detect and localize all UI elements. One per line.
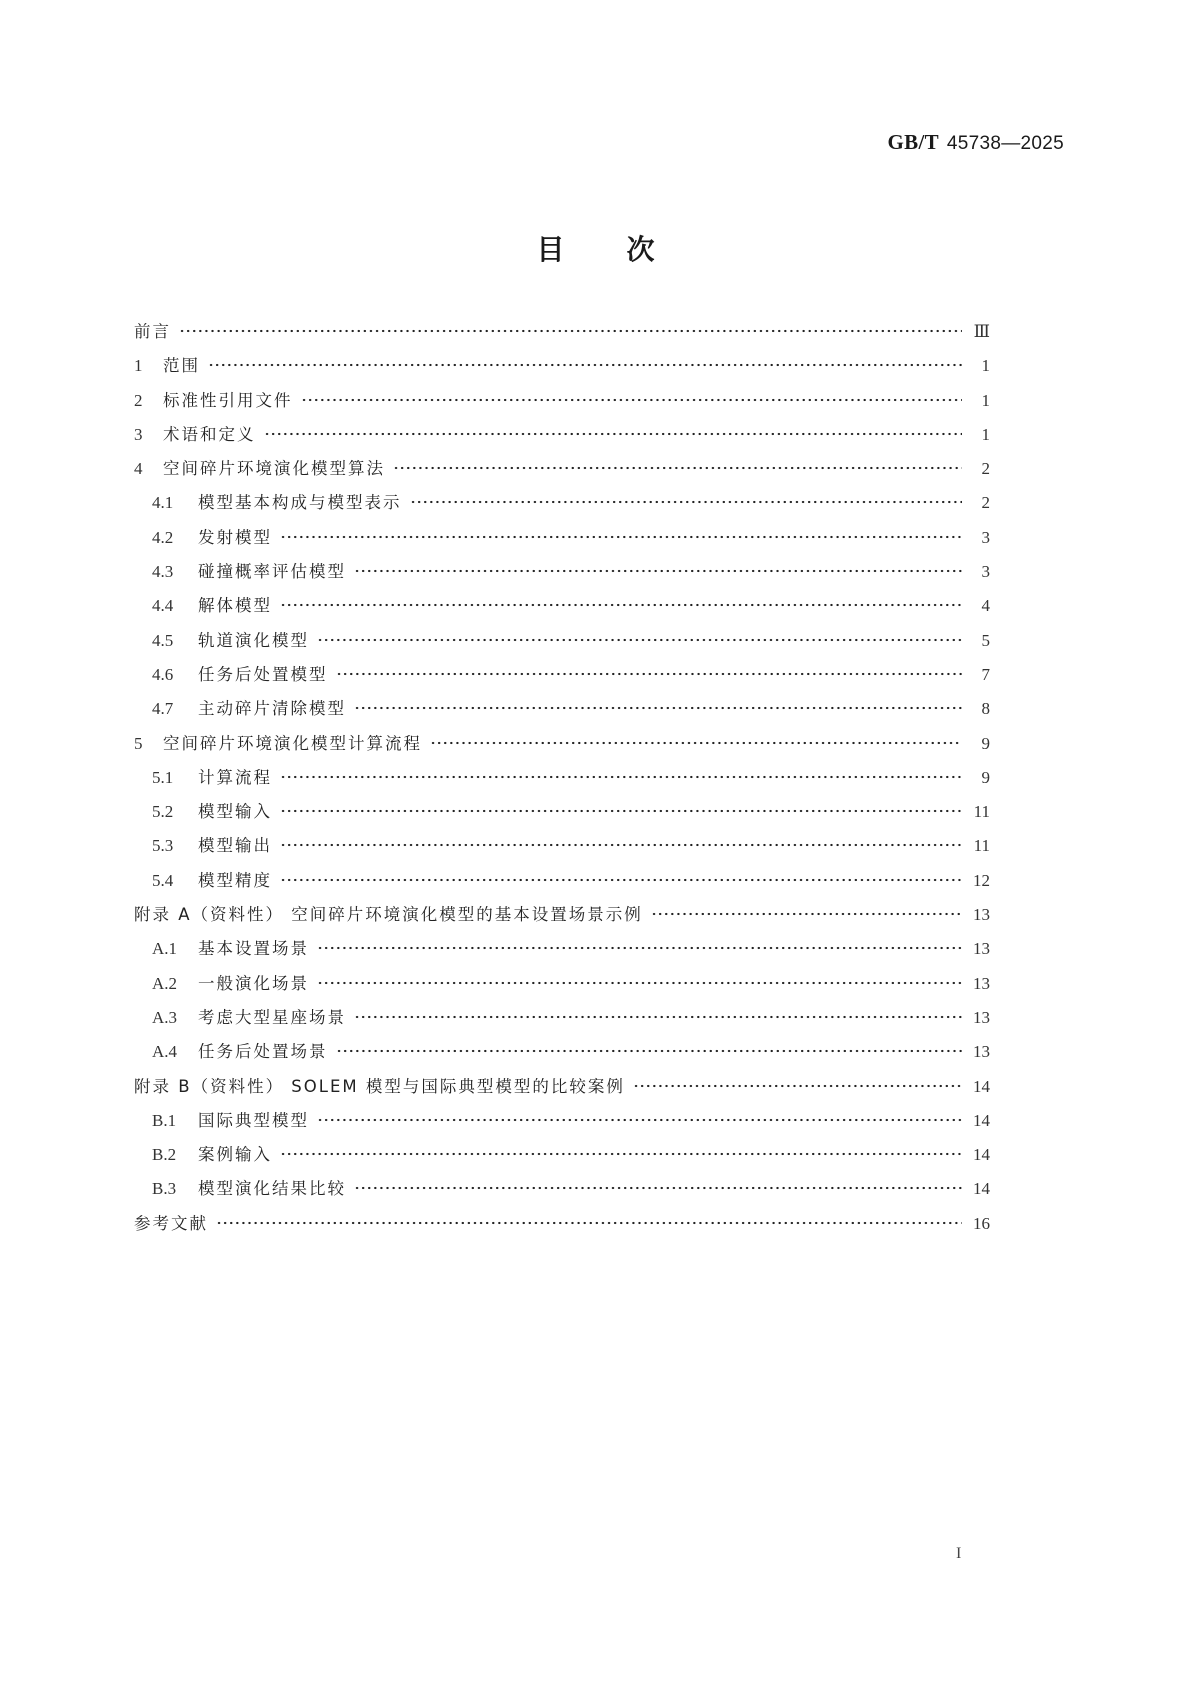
toc-entry-label: 基本设置场景 <box>198 939 309 959</box>
toc-entry-number: 5.3 <box>152 836 174 856</box>
toc-entry[interactable] <box>134 901 990 935</box>
standard-prefix: GB/T <box>887 130 939 154</box>
toc-entry-label: 轨道演化模型 <box>198 630 309 650</box>
toc-entry-number: 5.2 <box>152 802 174 822</box>
standard-number: 45738—2025 <box>946 133 1064 154</box>
toc-entry-label: 模型输出 <box>198 836 272 856</box>
toc-entry[interactable] <box>134 764 990 798</box>
toc-entry-page: 14 <box>973 1110 990 1130</box>
toc-entry-number: 5 <box>134 733 143 753</box>
toc-entry[interactable] <box>134 524 990 558</box>
toc-entry-label: 模型精度 <box>198 870 272 890</box>
dot-leader <box>354 706 962 710</box>
toc-entry[interactable] <box>134 935 990 969</box>
toc-entry[interactable] <box>134 1175 990 1209</box>
toc-entry-label: 碰撞概率评估模型 <box>198 562 346 582</box>
toc-entry[interactable] <box>134 1210 990 1244</box>
dot-leader <box>393 466 962 470</box>
toc-entry-page: 1 <box>981 390 990 410</box>
toc-entry-page: 1 <box>981 424 990 444</box>
toc-entry-label: 一般演化场景 <box>198 973 309 993</box>
toc-entry-number: 4.3 <box>152 562 174 582</box>
title-char-1: 目 <box>536 233 565 266</box>
toc-entry-label: 附录 A（资料性） 空间碎片环境演化模型的基本设置场景示例 <box>134 905 643 925</box>
toc-entry-label: 任务后处置模型 <box>198 664 328 684</box>
page-title <box>0 228 1191 268</box>
dot-leader <box>633 1084 962 1088</box>
toc-entry[interactable] <box>134 627 990 661</box>
toc-entry-page: 14 <box>973 1179 990 1199</box>
table-of-contents <box>134 318 990 1244</box>
dot-leader <box>317 1118 962 1122</box>
toc-entry-number: A.4 <box>152 1042 178 1062</box>
toc-entry-number: 4.7 <box>152 699 174 719</box>
toc-entry-page: 9 <box>981 767 990 787</box>
toc-entry-number: 3 <box>134 424 143 444</box>
toc-entry[interactable] <box>134 798 990 832</box>
dot-leader <box>336 1049 963 1053</box>
dot-leader <box>280 843 962 847</box>
toc-entry-number: 4.6 <box>152 664 174 684</box>
toc-entry-page: 14 <box>973 1145 990 1165</box>
dot-leader <box>280 1152 962 1156</box>
page-number: I <box>956 1545 962 1562</box>
toc-entry[interactable] <box>134 592 990 626</box>
toc-entry[interactable] <box>134 1141 990 1175</box>
toc-entry[interactable] <box>134 1107 990 1141</box>
toc-entry-label: 主动碎片清除模型 <box>198 699 346 719</box>
toc-entry-page: 13 <box>973 905 990 925</box>
toc-entry[interactable] <box>134 387 990 421</box>
dot-leader <box>280 775 962 779</box>
toc-entry[interactable] <box>134 318 990 352</box>
toc-entry-page: 9 <box>981 733 990 753</box>
toc-entry-page: Ⅲ <box>973 322 990 341</box>
toc-entry-label: 模型输入 <box>198 802 272 822</box>
toc-entry-label: 前言 <box>134 322 171 341</box>
toc-entry-number: A.2 <box>152 973 178 993</box>
toc-entry-number: 5.4 <box>152 870 174 890</box>
toc-entry-page: 11 <box>973 836 990 856</box>
toc-entry-label: 解体模型 <box>198 596 272 616</box>
dot-leader <box>179 329 962 333</box>
dot-leader <box>264 432 963 436</box>
toc-entry-label: 空间碎片环境演化模型计算流程 <box>163 733 422 753</box>
toc-entry-number: 2 <box>134 390 143 410</box>
toc-entry-page: 1 <box>981 356 990 376</box>
toc-entry-page: 12 <box>973 870 990 890</box>
toc-entry-number: B.1 <box>152 1110 177 1130</box>
dot-leader <box>336 672 963 676</box>
dot-leader <box>301 398 963 402</box>
toc-entry-page: 3 <box>981 562 990 582</box>
dot-leader <box>280 603 962 607</box>
toc-entry-page: 16 <box>973 1213 990 1233</box>
toc-entry[interactable] <box>134 661 990 695</box>
toc-entry[interactable] <box>134 1073 990 1107</box>
toc-entry[interactable] <box>134 455 990 489</box>
toc-entry-label: 发射模型 <box>198 527 272 547</box>
title-char-2: 次 <box>626 233 655 266</box>
toc-entry-label: 任务后处置场景 <box>198 1042 328 1062</box>
dot-leader <box>208 363 962 367</box>
toc-entry-label: 范围 <box>163 356 200 376</box>
toc-entry[interactable] <box>134 558 990 592</box>
toc-entry-number: 4 <box>134 459 143 479</box>
dot-leader <box>354 1186 962 1190</box>
toc-entry-number: 4.1 <box>152 493 174 513</box>
dot-leader <box>280 535 962 539</box>
toc-entry[interactable] <box>134 867 990 901</box>
toc-entry-number: A.3 <box>152 1007 178 1027</box>
toc-entry-number: A.1 <box>152 939 178 959</box>
toc-entry-label: 模型演化结果比较 <box>198 1179 346 1199</box>
dot-leader <box>354 1015 962 1019</box>
toc-entry[interactable] <box>134 730 990 764</box>
toc-entry[interactable] <box>134 1038 990 1072</box>
toc-entry-page: 13 <box>973 973 990 993</box>
standard-code <box>888 130 1065 155</box>
toc-entry-number: 5.1 <box>152 767 174 787</box>
toc-entry-label: 标准性引用文件 <box>163 390 293 410</box>
toc-entry[interactable] <box>134 1004 990 1038</box>
toc-entry-label: 国际典型模型 <box>198 1110 309 1130</box>
toc-entry-page: 2 <box>981 493 990 513</box>
dot-leader <box>317 946 962 950</box>
toc-entry[interactable] <box>134 832 990 866</box>
toc-entry[interactable] <box>134 970 990 1004</box>
toc-entry-page: 4 <box>981 596 990 616</box>
dot-leader <box>216 1221 962 1225</box>
toc-entry[interactable] <box>134 695 990 729</box>
toc-entry-label: 空间碎片环境演化模型算法 <box>163 459 385 479</box>
toc-entry-page: 13 <box>973 1042 990 1062</box>
toc-entry-label: 考虑大型星座场景 <box>198 1007 346 1027</box>
dot-leader <box>280 878 962 882</box>
toc-entry[interactable] <box>134 489 990 523</box>
toc-entry-label: 计算流程 <box>198 767 272 787</box>
toc-entry-number: 4.4 <box>152 596 174 616</box>
dot-leader <box>317 638 962 642</box>
toc-entry-page: 13 <box>973 1007 990 1027</box>
toc-entry[interactable] <box>134 421 990 455</box>
toc-entry-number: 1 <box>134 356 143 376</box>
toc-entry-label: 附录 B（资料性） SOLEM 模型与国际典型模型的比较案例 <box>134 1076 625 1096</box>
toc-entry-page: 7 <box>981 664 990 684</box>
toc-entry[interactable] <box>134 352 990 386</box>
dot-leader <box>354 569 962 573</box>
toc-entry-number: B.2 <box>152 1145 177 1165</box>
toc-entry-page: 14 <box>973 1076 990 1096</box>
toc-entry-page: 5 <box>981 630 990 650</box>
toc-entry-label: 案例输入 <box>198 1145 272 1165</box>
toc-entry-page: 8 <box>981 699 990 719</box>
toc-entry-label: 术语和定义 <box>163 424 256 444</box>
dot-leader <box>317 981 962 985</box>
toc-entry-number: 4.2 <box>152 527 174 547</box>
dot-leader <box>410 500 963 504</box>
toc-entry-page: 2 <box>981 459 990 479</box>
toc-entry-page: 11 <box>973 802 990 822</box>
toc-entry-page: 3 <box>981 527 990 547</box>
dot-leader <box>651 912 962 916</box>
toc-entry-page: 13 <box>973 939 990 959</box>
toc-entry-label: 模型基本构成与模型表示 <box>198 493 402 513</box>
dot-leader <box>280 809 962 813</box>
dot-leader <box>430 741 962 745</box>
toc-entry-number: B.3 <box>152 1179 177 1199</box>
toc-entry-number: 4.5 <box>152 630 174 650</box>
toc-entry-label: 参考文献 <box>134 1213 208 1233</box>
